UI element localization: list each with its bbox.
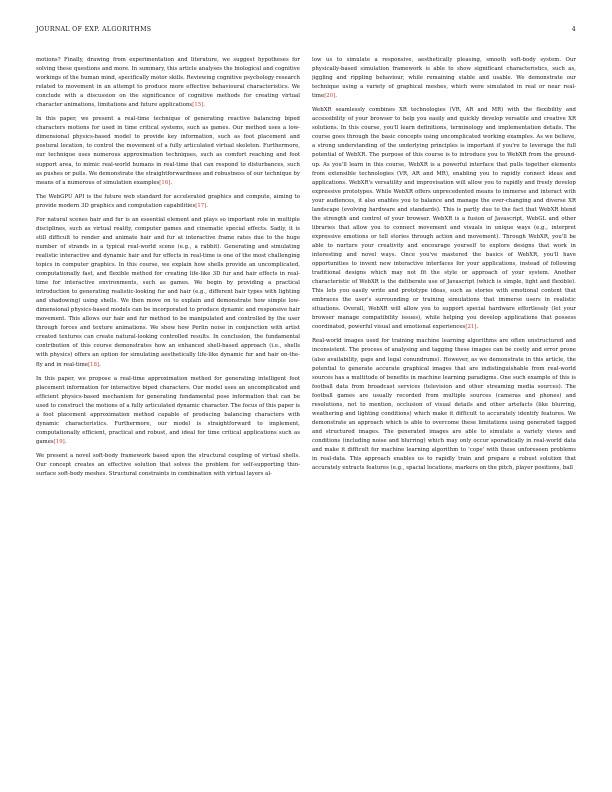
right-column <box>312 56 576 758</box>
running-header <box>36 26 576 38</box>
paragraph <box>36 216 300 370</box>
paragraph <box>36 193 300 211</box>
paragraph-text: The WebGPU API is the future web standard for accelerated graphics and compute, aiming to provide modern 3D graphics and computation capabilities <box>36 193 300 209</box>
paragraph-text: We present a novel soft-body framework based upon the structural coupling of virtual shells. Our concept creates an effective solution that solves the problem for self-supporting thin-surface soft-body meshes. Structural constraints in combination with virtual layers al- <box>36 452 300 478</box>
paragraph-text: low us to simulate a responsive, aesthetically pleasing, smooth soft-body system. Our physically-based simulation framework is able to show significant characteristics, such as, jiggling and rippling behaviour, while remaining stable and usable. We demonstrate our technique using a variety of graphical meshes, which were simulated in real or near real-time <box>312 57 576 100</box>
paragraph <box>312 337 576 473</box>
paragraph <box>36 452 300 479</box>
paragraph-text: motions? Finally, drawing from experimentation and literature, we suggest hypotheses for solving these questions and more. In summary, this article analyses the biological and cognitive workings of the human mind, specifically motor skills. Reviewing cognitive psychology research related to movement in an attempt to produce more effective behavioural characteristics. We conclude with a discussion on the significance of cognitive methods for creating virtual character animations, limitations and future applications <box>36 57 300 109</box>
citation-link[interactable]: [19] <box>53 438 65 445</box>
paragraph-text: In this paper, we propose a real-time approximation method for generating intelligent foot placement information for interactive biped characters. Our model uses an uncomplicated and efficient physics-based mechanism for generating fundamental pose information that can be used to construct the motions of a fully articulated dynamic character. The focus of this paper is a foot placement approximation method capable of producing balancing characters with dynamic characteristics. Furthermore, our model is straightforward to implement, computationally efficient, practical and robust, and ideal for time critical applications such as games <box>36 375 300 445</box>
article-body <box>36 56 576 758</box>
paragraph <box>36 56 300 110</box>
paragraph-end: . <box>203 102 206 109</box>
paragraph-text: For natural scenes hair and fur is an essential element and plays so important role in multiple disciplines, such as virtual reality, computer games and cinematic special effects. Sadly, it is still difficult to render and animate hair and fur at interactive frame rates due to the huge number of strands in a typical real-world scene (e.g., a rabbit). Generating and simulating realistic interactive and dynamic hair and fur effects in real-time is one of the most challenging topics in computer graphics. In this course, we explain how shells provide an uncomplicated, computationally fast, and flexible method for creating life-like 3D fur and hair effects in real-time for interactive environments, such as games. We begin by providing a practical introduction to generating realistic-looking fur and hair (e.g., different hair types with lighting and shadowing) using shells. We then move on to explain and demonstrate how simple low-dimensional physics-based models can be incorporated to produce dynamic and responsive hair movement. This allows our hair and fur method to be manipulated and controlled by the user through forces and texture animations. We show how Perlin noise in conjunction with artist created textures can create natural-looking controlled results. In conclusion, the fundamental contribution of this course demonstrates how an enhanced shell-based approach (i.e., shells with physics) offers an option for simulating aesthetically life-like dynamic fur and hair on-the-fly and in real-time <box>36 216 300 368</box>
citation-link[interactable]: [16] <box>159 179 171 186</box>
paragraph-end: . <box>99 361 101 368</box>
paragraph-end: . <box>170 179 173 186</box>
paragraph <box>36 375 300 447</box>
citation-link[interactable]: [15] <box>192 102 204 109</box>
paragraph-end: . <box>335 93 337 100</box>
citation-link[interactable]: [21] <box>465 324 477 331</box>
paragraph-text: In this paper, we present a real-time technique of generating reactive balancing biped characters motions for used in time critical systems, such as games. Our method uses a low-dimensional physics-based model to provide key information, such as foot placement and postural location, to control the movement of a fully articulated virtual skeleton. Furthermore, our technique uses numerous approximation techniques, such as comfort reaching and foot support area, to mimic real-world humans in real-time that can respond to disturbances, such as pushes or pulls. We demonstrate the straightforwardness and robustness of our technique by means of a numerous of simulation examples <box>36 116 300 186</box>
paragraph <box>312 56 576 101</box>
citation-link[interactable]: [17] <box>195 202 207 209</box>
paragraph-end: . <box>476 324 479 331</box>
paragraph-end: . <box>64 438 67 445</box>
paragraph-text: WebXR seamlessly combines XR technologies (VR, AR and MR) with the flexibility and accessibility of your browser to help you easily and quickly develop versatile and creative XR solutions. In this course, you'll learn definitions, terminology and implementation details. The course goes through the basic concepts using uncomplicated working examples. As we believe, a strong understanding of the underlying principles is important if you're to leverage the full potential of WebXR. The purpose of this course is to introduce you to WebXR from the ground-up. As you'll learn in this course, WebXR is a powerful interface that pulls together elements from extensible technologies (VR, AR and MR), enabling you to rapidly connect ideas and applications. WebXR's versatility and improvisation will allow you to rapidly and freely develop expressive prototypes. While WebXR offers unprecedented means to immerse and interact with your audiences, it also enables you to balance and manage the ever-changing and diverse XR landscape (evolving hardware and standards). This is partly due to the fact that WebXR blend the strength and control of your browser. WebXR is a fusion of Javascript, WebGL and other libraries that allow you to connect movement and visuals in unique ways (e.g., interpret expressive emotions or tell stories through action and movement). Through WebXR, you'll be able to nurture your creativity and encourage yourself to explore designs that work in interesting and novel ways. Once you've mastered the basics of WebXR, you'll have opportunities to invent new interactive interfaces for your applications, instead of following traditional designs which may not fit the style or approach of your system. Another characteristic of WebXR is the deliberate use of Javascript (which is simple, light and flexible). This lets you easily write and prototype ideas, such as stories with emotional content that embraces the user's surrounding or training simulations that immerse users in realistic situations. Overall, WebXR will allow you to support special hardware effortlessly (let your browser manage compatibility issues), while helping you develop applications that possess coordinated, powerful visual and emotional experiences <box>312 107 576 331</box>
paragraph-text: Real-world images used for training machine learning algorithms are often unstructured and inconsistent. The process of analysing and tagging these images can be costly and error prone (also availability, gaps and legal conundrums). However, as we demonstrate in this article, the potential to generate accurate graphical images that are indistinguishable from real-world sources has a multitude of benefits in machine learning paradigms. One such example of this is football data from broadcast services (television and other streaming media sources). The football games are usually recorded from multiple sources (cameras and phones) and resolutions, not to mention, occlusion of visual details and other artefacts (like blurring, weathering and lighting conditions) which make it difficult to accurately identify features. We demonstrate an approach which is able to overcome these limitations using generated tagged and structured images. The generated images are able to simulate a variety views and conditions (including noise and blurring) which may only occur sporadically in real-world data and make it difficult for machine learning algorithm to 'cope' with these unforeseen problems in real-data. This approach enables us to rapidly train and prepare a robust solution that accurately extracts features (e.g., spacial locations, markers on the pitch, player positions, ball <box>312 338 576 472</box>
paragraph <box>312 106 576 332</box>
paragraph-end: . <box>206 202 209 209</box>
page-number: 4 <box>571 26 576 33</box>
paragraph <box>36 115 300 187</box>
citation-link[interactable]: [20] <box>324 93 336 100</box>
left-column <box>36 56 300 758</box>
citation-link[interactable]: [18] <box>88 361 100 368</box>
journal-name: JOURNAL OF EXP. ALGORITHMS <box>36 26 152 33</box>
